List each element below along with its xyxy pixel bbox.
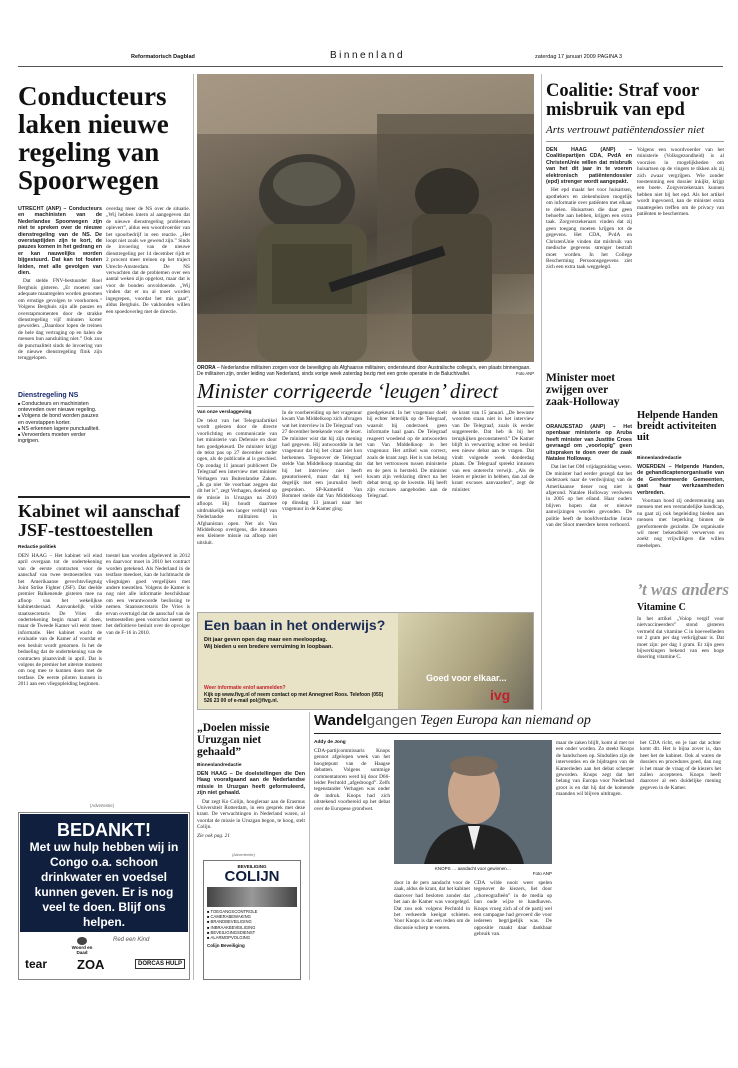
minister-headline: Minister corrigeerde ‘leugen’ direct	[197, 379, 499, 403]
colijn-ad-top: BEVEILIGING	[237, 864, 267, 869]
colijn-service-item: ■ CAMERABEWAKING	[207, 914, 297, 919]
wandelgangen-col4	[556, 740, 634, 980]
wandelgangen-title-right: gangen	[366, 712, 417, 729]
divider-center	[309, 712, 310, 980]
colijn-ad-footer: Colijn Beveiliging	[207, 943, 245, 949]
knops-caption	[394, 866, 552, 876]
minister-col3	[367, 410, 447, 606]
minister-byline: Van onze verslaggeving	[197, 410, 252, 415]
zoa-ad[interactable]	[18, 812, 190, 980]
jsf-col2	[106, 553, 190, 799]
helpende-lead: WOERDEN – Helpende Handen, de gehandicaptenorganisatie van de Gereformeerde Gemeenten, gaat haar werkzaamheden verbreden.	[637, 464, 724, 496]
coalitie-headline: Coalitie: Straf voor misbruik van epd	[546, 81, 699, 120]
minister-col4-text: de krant van 15 januari. „De bewuste woorden staan niet in het interview van De Telegraaf, zoals ik eerder suggereerde. Dat heb ik bij het terugkijken geconstateerd.” De Kamer blijft in verwarring achter en besluit een nieuw debat aan te vragen. Dat vindt volgende week donderdag plaats. De Telegraaf spreekt intussen van een onterecht verwijt. „Als de lezers er plezier in hebben, dan zal de krant excuses aanvaarden”, zegt de minister.	[452, 410, 534, 493]
red-een-kind-logo: Red een Kind	[113, 937, 150, 943]
photo-credit: Foto ANP	[516, 371, 534, 376]
doelen-ref[interactable]: Zie ook pag. 21	[197, 832, 230, 839]
masthead-rule	[18, 66, 723, 67]
photo-caption-bold: ORORA	[197, 365, 216, 371]
onderwijs-ad-slogan: Goed voor elkaar...	[426, 673, 507, 683]
soldier-illustration	[197, 74, 534, 362]
wandelgangen-col5-text: het CDA richt, en je laat dat achter komt dit. Het is bijna zover is, dan heet het de kabinet. Ook al waren de dossiers en procedures goed, dan nog is het maar de vraag of de kiezers het zullen accepteren. Knops heeft daarover al een duidelijke mening gegeven in de Kamer.	[640, 740, 721, 791]
spoorwegen-bullet-item: ■ Conducteurs en machinisten ontevreden over nieuwe regeling.	[18, 401, 102, 413]
onderwijs-ad-info-title: Weer informatie en/of aanmelden?	[204, 685, 286, 691]
colijn-service-item: ■ BEVEILIGINGSDIENST	[207, 930, 297, 935]
coalitie-col2	[637, 147, 724, 365]
onderwijs-ad-brand: ivg	[490, 687, 511, 703]
colijn-ad-brand: COLIJN	[224, 868, 280, 885]
doelen-body2: Dat zegt Ko Colijn, hoogleraar aan de Erasmus Universiteit Rotterdam, in een gesprek met deze krant. De verwachtingen in Nederland waren, al voordat de missie in Uruzgan begon, te hoog, stelt Colijn.	[197, 798, 305, 831]
colijn-ad-label: (Advertentie)	[232, 852, 255, 857]
jsf-col1	[18, 553, 102, 799]
wandelgangen-headline: Tegen Europa kan niemand op	[420, 713, 591, 728]
coalitie-col1	[546, 147, 632, 365]
helpende-headline: Helpende Handen breidt activiteiten uit	[637, 410, 718, 443]
colijn-service-item: ■ TOEGANGSCONTROLE	[207, 909, 297, 914]
spoorwegen-subhead: Dienstregeling NS	[18, 392, 79, 399]
coalitie-subtitle: Arts vertrouwt patiëntendossier niet	[546, 124, 705, 136]
onderwijs-ad-info: Kijk op www.fivg.nl of neem contact op met Annegreet Roos. Telefoon (055) 526 23 00 of e-mail pol@fivg.nl.	[204, 692, 384, 704]
spoorwegen-box	[18, 392, 102, 444]
onderwijs-ad-line2: Wij bieden u een bredere verruiming in loopbaan.	[204, 644, 333, 650]
jsf-headline: Kabinet wil aanschaf JSF-testtoestellen	[18, 501, 181, 540]
jsf-body2: toestel kan worden afgeleverd in 2012 en daarvoor moet in 2010 het contract worden getekend. Als Nederland in de testfase meedoet, kan de luchtmacht de vliegtuigen goed vergelijken met andere toestellen. Volgens de Kamer is nog niet alle informatie beschikbaar om een verantwoorde beslissing te nemen. Staatssecretaris De Vries is ervan overtuigd dat de aanschaf van de testtoestellen geen voorschot neemt op het definitieve besluit over de opvolger van de F-16 in 2010.	[106, 553, 190, 636]
spoorwegen-lead: UTRECHT (ANP) – Conducteurs en machinisten van de Nederlandse Spoorwegen zijn niet te spreken over de nieuwe dienstregeling van de NS. De overstaptijden zijn te kort, de pauzes komen in het gedrang en er kan nauwelijks worden bijgestuurd. Dat kan tot fouten leiden, met alle gevolgen van dien.	[18, 206, 102, 277]
jsf-byline: Redactie politiek	[18, 545, 57, 550]
zoa-logo: ZOA	[77, 957, 105, 972]
wandelgangen-col1-text: CDA-partijcommissaris Knops genoot afgelopen week van het hoogtepunt van de Haagse debatten. Volgens sommige commentatoren werd hij door D66-leider Pechtold „afgedroogd”. Zelfs tegenstander Verhagen was onder de indruk. Knops had zich uitstekend voorbereid op het debat over de Europese grondwet.	[314, 748, 390, 812]
wandelgangen-byline: Addy de Jong	[314, 740, 346, 745]
colijn-ad[interactable]	[203, 860, 301, 980]
coalitie-rule	[546, 141, 724, 142]
minister-col2	[282, 410, 362, 606]
woord-en-daad-icon	[77, 937, 87, 945]
afghanistan-photo	[197, 74, 534, 362]
spoorwegen-body2: overdag meer de NS over de situatie. „Wij hebben intern al aangegeven dat de nieuwe dienstregeling problemen oplevert”, aldus een woordvoerder van het spoorbedrijf in een reactie. „Het loopt niet zoals we gewend zijn.” Sinds de invoering van de nieuwe dienstregeling per 14 december rijdt er 2 procent meer treinen op het traject Utrecht-Amsterdam. De NS verwachten dat de problemen over een aantal weken zijn opgelost, maar dat is voor de bonden onvoldoende. „Wij vinden dat er nu al moet worden ingegrepen, voordat het mis gaat”, aldus Berghuis. De vakbonden willen een spoedoverleg met de directie.	[106, 206, 190, 315]
colijn-service-item: ■ ALARMOPVOLGING	[207, 935, 297, 940]
knops-portrait	[394, 740, 552, 864]
holloway-lead: ORANJESTAD (ANP) – Het openbaar ministerie op Aruba heeft minister van Justitie Croes gevraagd om „voorlopig” geen uitspraken te doen over de zaak Natalee Holloway.	[546, 424, 632, 463]
helpende-body	[637, 464, 724, 574]
photo-caption-text: – Nederlandse militairen zorgen voor de beveiliging als Afghaanse militairen, ondersteund door Australische collega's, een plaats binnengaan. De militairen zijn, onder leiding van Nederland, sinds vorige week zaterdag bezig met een grote operatie in de Baluchivallei.	[197, 365, 531, 377]
zoa-ad-title: BEDANKT!	[57, 820, 151, 840]
colijn-service-item: ■ BRANDBEVEILIGING	[207, 919, 297, 924]
knops-photo-credit: Foto ANP	[532, 871, 552, 876]
zoa-ad-banner	[20, 814, 188, 932]
zoa-ad-text: Met uw hulp hebben wij in Congo o.a. schoon drinkwater en voedsel kunnen geven. Er is nog veel te doen. Blijf ons helpen.	[29, 840, 179, 929]
twasanders-title: ’t was anders	[637, 580, 729, 599]
helpende-text: Voortaan bood zij ondersteuning aan mensen met een verstandelijke handicap, nu gaat zij ook begeleiding bieden aan mensen met beperking binnen de gereformeerde gezindte. De organisatie wil meer bekendheid verwerven en zoekt nog vrijwilligers die willen meehelpen.	[637, 498, 724, 549]
coalitie-body: Het epd maakt het voor huisartsen, apothekers en ziekenhuizen mogelijk om informatie over patiënten met elkaar te delen. Huisartsen die daar geen behoefte aan hebben, krijgen een extra taak. Zorgverzekeraars vinden dat zij geen toegang moeten krijgen tot de gegevens. Het CDA, PvdA en ChristenUnie vinden dat misbruik van medische gegevens strenger bestraft moet worden. In het College Bescherming Persoonsgegevens ziet zich een extra taak weggelegd.	[546, 187, 632, 271]
spoorwegen-bullet-item: ■ Volgens de bond worden pauzes en overstappen korter.	[18, 413, 102, 425]
masthead-section: Binnenland	[330, 50, 406, 61]
wandelgangen-col1	[314, 748, 390, 980]
wandelgangen-col3	[474, 880, 552, 980]
jsf-body: DEN HAAG – Het kabinet wil eind april overgaan tot de ondertekening van de eerste contracten voor de aanschaf van twee testtoestellen van het Amerikaanse gevechtsvliegtuig Joint Strike Fighter (JSF). Dat deelde premier Balkenende gisteren mee na afloop van het wekelijkse kabinetsberaad. Aanvankelijk wilde staatssecretaris De Vries die ondertekening begin maart al doen, maar de Tweede Kamer wil eerst meer informatie. Het kabinet wacht de evaluatie van de Kamer af voordat er een besluit wordt genomen. Is het de bedoeling dat de ondertekening van de contracten plaatsvindt in april. Dat is volgens de premier het uiterste moment om nog mee te kunnen doen met de testfase. De eerste piloten kunnen in 2011 aan een vliegopleiding beginnen.	[18, 553, 102, 688]
spoorwegen-col1	[18, 206, 102, 380]
spoorwegen-rule	[18, 496, 190, 498]
divider-left	[193, 74, 194, 980]
spoorwegen-bullets	[18, 401, 102, 444]
spoorwegen-body1: Dat stelde FNV-bestuurder Roel Berghuis gisteren. „Er moeten snel adequate maatregelen worden genomen om ernstige gevolgen te voorkomen.” Volgens Berghuis zijn alle pauzes en overstapmomenten door de strakke dienstregeling vijf minuten korter geworden. „Daardoor lopen de treinen de hele dag vertraging op en halen de mensen hun aansluiting niet.” Ook zou de punctualiteit sinds de invoering van de nieuwe dienstregeling flink zijn teruggelopen.	[18, 278, 102, 362]
tear-logo: tear	[25, 957, 48, 971]
dorcas-logo: DORCAS HULP	[135, 959, 185, 969]
wandelgangen-col4-text: maar de zaken blijft, komt al met tot een onder worden. Zo steekt Knops de handschoen op. Sindsdien zijn de interventies en de bijdragen van de Kamerleden aan het debat scherper geworden. Knops zegt dat het belang van Europa voor Nederland groot is en dat hij dat de komende maanden wil blijven uitdragen.	[556, 740, 634, 798]
twasanders-text: In het artikel „Volop vergif voor nietvaccineerders” stond gisteren vermeld dat vitamine C in hoeveelheden tot 2 gram per dag verkrijgbaar is. Dat moet zijn: per dag 1 gram. Er zijn geen bijwerkingen bekend van een hoge dosering vitamine C.	[637, 616, 724, 661]
onderwijs-ad-headline: Een baan in het onderwijs?	[204, 617, 386, 633]
coalitie-lead: DEN HAAG (ANP) – Coalitiepartijen CDA, PvdA en ChristenUnie willen dat misbruik van het dit jaar in te voeren elektronisch patiëntendossier (epd) strenger wordt aangepakt.	[546, 147, 632, 186]
twasanders-headline: Vitamine C	[637, 602, 686, 613]
coalitie-col2-text: Volgens een woordvoerder van het ministerie (Volksgezondheid) is al voorzien in mogelijkheden om huisartsen op de vingers te tikken als zij zich zwaar vergrijpen. Wie zonder toestemming een dossier inkijkt, krijgt een boete. Zorgverzekeraars kunnen hebben niet bij het epd. Als het artikel wordt ingevoerd, kan de minister extra maatregelen treffen om de privacy van patiënten te beschermen.	[637, 147, 724, 218]
zoa-ad-label: (Advertentie)	[90, 803, 114, 808]
onderwijs-ad[interactable]	[197, 612, 534, 710]
spoorwegen-col2	[106, 206, 190, 490]
wandelgangen-col5	[640, 740, 721, 980]
doelen-headline: „Doelen missie Uruzgan niet gehaald”	[197, 722, 270, 758]
knops-photo	[394, 740, 552, 864]
woord-en-daad-logo	[67, 937, 97, 955]
spoorwegen-bullet-item: ■ NS erkennen lagere punctualiteit.	[18, 426, 102, 432]
knops-caption-text: KNOPS … aandacht voor gewinnen…	[434, 866, 512, 871]
minister-col2-text: In de voorbereiding op het vragenuur kwam Van Middelkoop zich afvragen wat het interview in De Telegraaf van 27 december betekende voor de lezer. De minister wist dat hij zijn mening had gegeven. Hij antwoordde in het vragenuur dat hij het citaat niet kon herkennen. Tegenover de Telegraaf stelde Van Middelkoop maandag dat hij het interview niet heeft geautoriseerd, maar dat hij wel degelijk met een journalist heeft gesproken. SP-Kamerlid Van Bommel stelde dat Van Middelkoop op dinsdag 13 januari naar het vragenuur in de Kamer ging.	[282, 410, 362, 513]
wandelgangen-rule	[314, 733, 721, 734]
helpende-byline: Binnenlandredactie	[637, 456, 682, 461]
wandelgangen-title-left: Wandel	[314, 712, 367, 729]
woord-en-daad-label: Woord en Daad	[71, 945, 93, 955]
minister-col4	[452, 410, 534, 606]
minister-col1-text: De tekst van het Telegraafartikel wordt gelezen door de directe voorlichting en communicatie van het ministerie van Defensie en door hen goedgekeurd. De minister krijgt de tekst pas op 27 december onder ogen, als de publicatie al is geschied. Op zondag 11 januari publiceert De Telegraaf een interview met minister Verhagen van Buitenlandse Zaken. „Ik ga niet 'de voorbaat zeggen dat dit het is”, zegt Verhagen, doelend op de missie in Uruzgan na 2010 afloopt. Hij houdt daarmee uitdrukkelijk een langer verblijf van Nederlandse militairen in Afghanistan open. Net als Van Middelkoop overigens, die intussen een kleinere missie na afloop niet uitsluit.	[197, 418, 277, 546]
colijn-ad-image	[207, 887, 297, 907]
colijn-service-item: ■ INBRAAKBEVEILIGING	[207, 925, 297, 930]
spoorwegen-headline: Conducteurs laken nieuwe regeling van Spoorwegen	[18, 81, 169, 195]
holloway-body	[546, 424, 632, 684]
wandelgangen-col3-text: CDA wilde nooit weer spelen tegenover de kiezers, liet door „choreografieën” in de media op hun oude wijze te handhaven. Knops vroeg zich af of de partij wel een campagne had gevoerd die voor iedereen begrijpelijk was. De oppositie maakt daar dankbaar gebruik van.	[474, 880, 552, 938]
minister-rule	[197, 406, 534, 407]
photo-caption	[197, 365, 534, 377]
divider-right	[541, 74, 542, 710]
zoa-ad-logos	[23, 937, 187, 977]
masthead-paper: Reformatorisch Dagblad	[131, 54, 195, 60]
masthead-date: zaterdag 17 januari 2009 PAGINA 3	[535, 54, 623, 60]
wandelgangen-col2	[394, 880, 470, 980]
doelen-byline: Binnenlandredactie	[197, 763, 242, 768]
twasanders-body	[637, 616, 724, 708]
colijn-ad-services	[207, 909, 297, 940]
onderwijs-ad-photo	[398, 613, 534, 710]
holloway-headline: Minister moet zwijgen over zaak-Holloway	[546, 372, 620, 408]
doelen-lead: DEN HAAG – De doelstellingen die Den Haag voorafgaand aan de Nederlandse missie in Uruzgan heeft geformuleerd, zijn niet gehaald.	[197, 771, 305, 797]
doelen-body	[197, 771, 305, 839]
minister-col1	[197, 418, 277, 606]
holloway-text: Dat liet het OM vrijdagmiddag weten. De minister had eerder gezegd dat het onderzoek naar de verdwijning van de Amerikaanse tiener nog niet is afgerond. Natalee Holloway verdween in 2005 op het eiland. Haar ouders blijven hopen dat er nieuwe aanwijzingen worden gevonden. De politie heeft de hoofdverdachte Joran van der Sloot meerdere keren verhoord.	[546, 464, 632, 529]
wandelgangen-col2-text: door in de pers aandacht voor de zaak, aldus de krant, dat het kabinet daarover had besloten zonder dat het aan de Kamer was voorgelegd. Dat zou ook volgens Pechtold in het verkeerde keelgat schieten. Voor Knops is dat een reden om de discussie scherp te voeren.	[394, 880, 470, 931]
spoorwegen-bullet-item: ■ Vervoerders moeten verder ingrijpen.	[18, 432, 102, 444]
minister-col3-text: goedgekeurd. In het vragenuur doelt hij echter letterlijk op de Telegraaf, waaruit bij onderzoek geen informatie haal gaan. De Telegraaf reageert woedend op de antwoorden van Van Middelkoop in het vragenuur. Het artikel was correct, zoals de krant zegt. Het is van belang dat het vertrouwen tussen ministerie en de pers is hersteld. De minister kwam zijn verklaring direct na het debat terug op de kwestie. Hij heeft zijn excuses aangeboden aan de Telegraaf.	[367, 410, 447, 500]
wandelgangen-title	[314, 712, 417, 729]
onderwijs-ad-line1: Dit jaar geven open dag maar een meeloopdag.	[204, 637, 328, 643]
